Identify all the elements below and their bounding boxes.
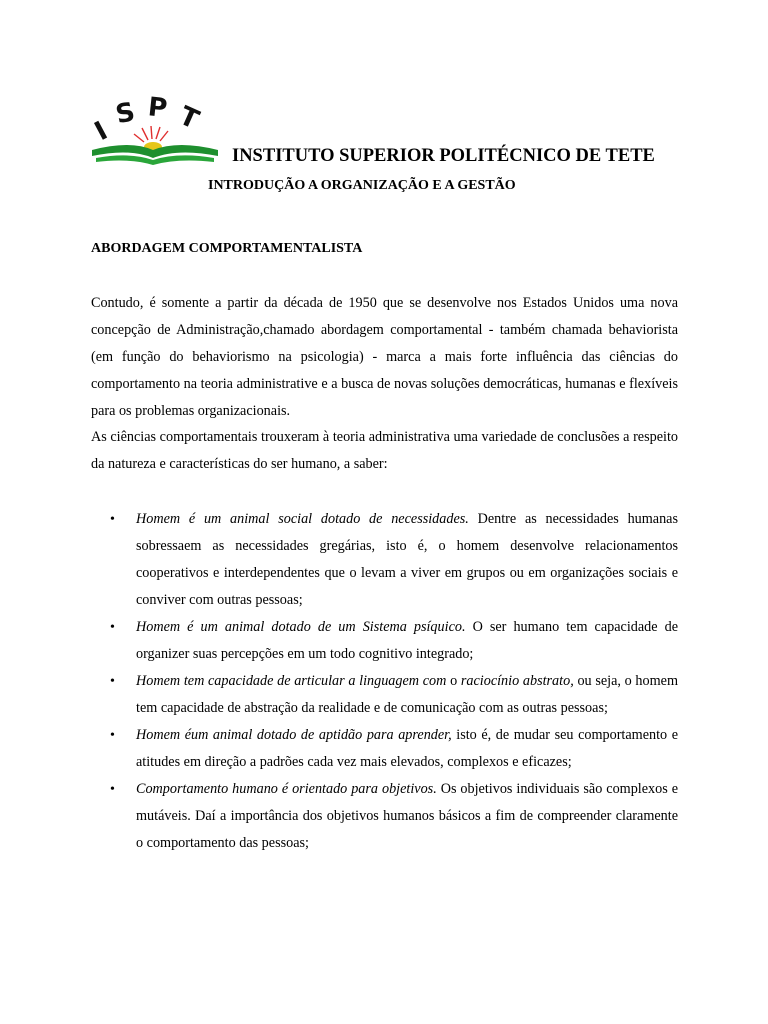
bullet-icon: • [110,674,115,689]
item-lead: Homem é um animal dotado de um Sistema psíquico. [136,619,466,635]
bullet-icon: • [110,782,115,797]
institution-title: INSTITUTO SUPERIOR POLITÉCNICO DE TETE [232,146,655,166]
ispt-logo [90,92,220,166]
item-text: Dentre as necessidades humanas sobressaem as necessidades gregárias, isto é, o homem desenvolve relacionamentos cooperativos e interdependentes que o levam a viver em grupos ou em organizações sociais e conviver com outras pessoas; [136,511,679,608]
bullet-icon: • [110,620,115,635]
list-item [91,722,678,776]
item-text: isto é, de mudar seu comportamento e atitudes em direção a padrões cada vez mais elevados, complexos e eficazes; [136,727,678,770]
item-connector: o [446,673,461,689]
list-item [91,614,678,668]
list-item [91,668,678,722]
bullet-icon: • [110,512,115,527]
list-item [91,776,678,857]
paragraph: As ciências comportamentais trouxeram à teoria administrativa uma variedade de conclusões a respeito da natureza e características do ser humano, a saber: [91,429,678,472]
bullet-icon: • [110,728,115,743]
section-title: ABORDAGEM COMPORTAMENTALISTA [91,241,363,256]
item-text: ou seja, o homem tem capacidade de abstração da realidade e de comunicação com as outras pessoas; [136,673,678,716]
list-item [91,506,678,614]
item-lead-secondary: raciocínio abstrato, [460,673,574,689]
item-lead: Homem tem capacidade de articular a linguagem com [136,673,447,689]
item-lead: Homem é um animal social dotado de necessidades. [136,511,469,527]
svg-text:T: T [174,101,204,136]
paragraph: Contudo, é somente a partir da década de 1950 que se desenvolve nos Estados Unidos uma nova concepção de Administração,chamado abordagem comportamental - também chamada behaviorista (em função do behaviorismo na psicologia) - marca a mais forte influência das ciências do comportamento na teoria administrative e a busca de novas soluções democráticas, humanas e flexíveis para os problemas organizacionais. [91,295,678,419]
item-lead: Homem éum animal dotado de aptidão para aprender, [136,727,452,743]
item-lead: Comportamento humano é orientado para objetivos. [136,781,437,797]
svg-text:S: S [113,97,138,131]
course-title: INTRODUÇÃO A ORGANIZAÇÃO E A GESTÃO [208,178,516,193]
characteristics-list [91,506,678,857]
item-text: O ser humano tem capacidade de organizer suas percepções em um todo cognitivo integrado; [136,619,679,662]
svg-text:I: I [90,115,113,147]
item-text: Os objetivos individuais são complexos e mutáveis. Daí a importância dos objetivos humanos básicos a fim de compreender claramente o comportamento das pessoas; [136,781,678,851]
svg-text:P: P [146,92,169,125]
